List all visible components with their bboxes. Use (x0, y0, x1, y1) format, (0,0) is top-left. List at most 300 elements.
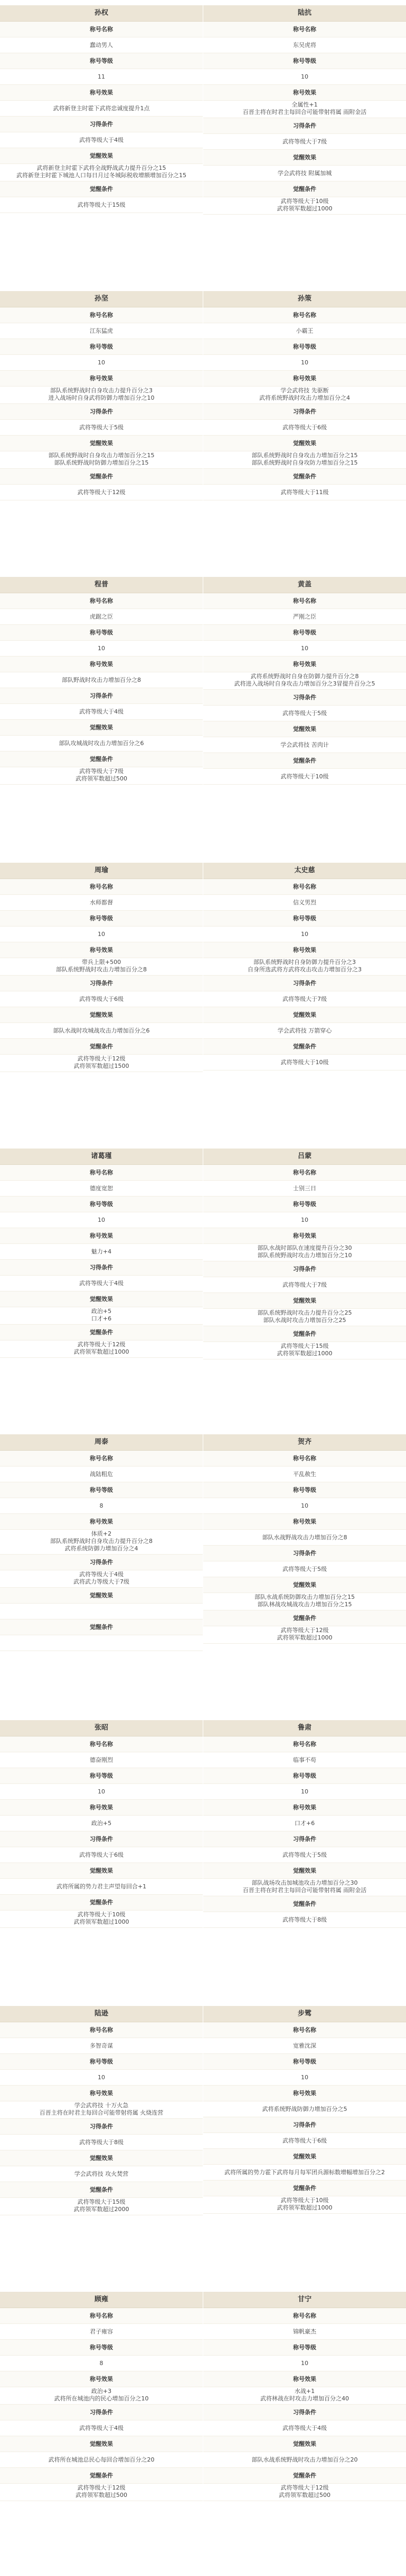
awaken-effect-label: 觉醒效果 (0, 1588, 203, 1604)
awaken-effect-label: 觉醒效果 (203, 1863, 406, 1879)
awaken-condition-value-line: 武将领军数超过1000 (277, 1634, 333, 1641)
awaken-effect-value-line: 部队林战攻城战攻击力增加百分之15 (257, 1601, 352, 1608)
condition-value: 武将等级大于6级 (0, 991, 203, 1007)
awaken-condition-value: 武将等级大于8级 (203, 1912, 406, 1928)
condition-value: 武将等级大于4级 (203, 2420, 406, 2436)
awaken-condition-value (0, 2198, 203, 2215)
title-value: 平乱赦生 (203, 1467, 406, 1482)
general-name: 张昭 (0, 1720, 203, 1736)
title-label: 称号名称 (203, 1451, 406, 1467)
awaken-condition-label: 觉醒条件 (203, 1610, 406, 1626)
awaken-effect-value-line: 政治+5 (91, 1308, 112, 1315)
title-label: 称号名称 (203, 879, 406, 895)
awaken-condition-value-line: 武将等级大于12级 (77, 1055, 126, 1062)
effect-value-line: 部队系统野战时攻击力增加百分之8 (56, 966, 147, 973)
level-label: 称号等级 (0, 2340, 203, 2356)
title-card (0, 577, 203, 785)
level-label: 称号等级 (203, 911, 406, 927)
effect-label: 称号效果 (0, 1514, 203, 1530)
awaken-condition-label: 觉醒条件 (0, 1619, 203, 1635)
title-label: 称号名称 (203, 1736, 406, 1752)
effect-value-line: 学会武将技 先驱断 (280, 387, 329, 394)
awaken-condition-value (203, 1342, 406, 1359)
condition-label: 习得条件 (203, 404, 406, 420)
awaken-condition-value (0, 1635, 203, 1651)
condition-value: 武将等级大于7级 (203, 134, 406, 150)
awaken-effect-label: 觉醒效果 (0, 720, 203, 736)
level-label: 称号等级 (0, 911, 203, 927)
effect-value-line: 部队系统野战时自身防御力提升百分之3 (253, 959, 356, 966)
effect-value-line: 带兵上限+500 (81, 959, 121, 966)
awaken-effect-value (0, 1604, 203, 1619)
general-name: 陆抗 (203, 5, 406, 22)
awaken-effect-value (0, 451, 203, 469)
effect-value-line: 武将所在城池内的民心增加百分之10 (54, 2395, 149, 2402)
awaken-effect-value-line: 部队系统野战时防御力增加百分之15 (54, 459, 149, 466)
awaken-effect-label: 觉醒效果 (0, 1863, 203, 1879)
condition-value: 武将等级大于6级 (0, 1847, 203, 1863)
condition-value-line: 武将等级大于4级 (79, 1571, 124, 1578)
title-card (203, 1149, 406, 1359)
effect-value-line: 武将林战在时攻击力增加百分之40 (260, 2395, 349, 2402)
awaken-condition-label: 觉醒条件 (0, 1325, 203, 1340)
general-name: 孙坚 (0, 291, 203, 307)
title-label: 称号名称 (0, 593, 203, 609)
title-value: 多智奇谋 (0, 2038, 203, 2054)
effect-label: 称号效果 (0, 2086, 203, 2101)
effect-value: 武将系统野战防御力增加百分之5 (203, 2101, 406, 2117)
level-value: 8 (0, 1498, 203, 1514)
awaken-effect-value-line: 部队系统野战时攻击力提升百分之25 (257, 1309, 352, 1316)
level-value: 8 (0, 2356, 203, 2371)
awaken-condition-label: 觉醒条件 (0, 1039, 203, 1055)
effect-label: 称号效果 (0, 1228, 203, 1244)
title-card (203, 1720, 406, 1928)
title-label: 称号名称 (0, 2308, 203, 2324)
awaken-effect-value: 学会武将技 万箭穿心 (203, 1023, 406, 1039)
general-name: 诸葛瑾 (0, 1149, 203, 1165)
level-label: 称号等级 (0, 53, 203, 69)
effect-value: 部队水战野战攻击力增加百分之8 (203, 1530, 406, 1546)
awaken-effect-value (203, 1879, 406, 1896)
awaken-condition-label: 觉醒条件 (203, 1039, 406, 1055)
awaken-effect-value-line: 口才+6 (91, 1315, 112, 1322)
awaken-condition-value-line: 武将领军数超过2000 (73, 2206, 129, 2213)
awaken-condition-label: 觉醒条件 (203, 753, 406, 769)
awaken-condition-value-line: 武将等级大于15级 (77, 2198, 126, 2205)
condition-label: 习得条件 (203, 2405, 406, 2420)
effect-value (203, 958, 406, 976)
awaken-effect-label: 觉醒效果 (203, 1577, 406, 1593)
awaken-effect-value-line: 部队系统野战时自身攻防力增加百分之15 (251, 459, 358, 466)
level-value: 10 (203, 2356, 406, 2371)
awaken-condition-value-line: 武将等级大于12级 (280, 2484, 329, 2491)
condition-value: 武将等级大于4级 (0, 2420, 203, 2436)
title-card (203, 577, 406, 785)
awaken-effect-label: 觉醒效果 (203, 721, 406, 737)
general-name: 甘宁 (203, 2292, 406, 2308)
effect-value-line: 武将系统防御力增加百分之4 (64, 1545, 138, 1552)
awaken-condition-value-line: 武将领军数超过500 (279, 2492, 331, 2498)
title-value: 宽雅沈深 (203, 2038, 406, 2054)
condition-label: 习得条件 (0, 1555, 203, 1570)
awaken-effect-value (203, 1309, 406, 1326)
condition-value: 武将等级大于4级 (0, 1276, 203, 1291)
awaken-effect-label: 觉醒效果 (203, 1007, 406, 1023)
level-label: 称号等级 (203, 2340, 406, 2356)
awaken-condition-value (0, 1055, 203, 1072)
effect-value (0, 387, 203, 404)
title-card (0, 2292, 203, 2501)
condition-label: 习得条件 (203, 976, 406, 991)
awaken-condition-value: 武将等级大于12级 (0, 485, 203, 500)
awaken-effect-value: 学会武将技 附属加城 (203, 166, 406, 181)
effect-value-line: 全属性+1 (291, 101, 318, 108)
condition-value: 武将等级大于6级 (203, 420, 406, 436)
condition-value: 武将等级大于5级 (0, 420, 203, 436)
awaken-condition-value (203, 1626, 406, 1644)
awaken-condition-value: 武将等级大于11级 (203, 485, 406, 500)
title-card (0, 1149, 203, 1358)
awaken-effect-value: 学会武将技 攻火焚营 (0, 2166, 203, 2182)
title-value: 锦帆豪杰 (203, 2324, 406, 2340)
general-name: 孙权 (0, 5, 203, 22)
awaken-effect-label: 觉醒效果 (203, 150, 406, 166)
awaken-effect-value-line: 部队战场攻击加城池攻击力增加百分之30 (251, 1879, 358, 1886)
level-value: 10 (203, 641, 406, 657)
awaken-effect-label: 觉醒效果 (203, 1293, 406, 1309)
effect-value (0, 958, 203, 976)
awaken-condition-value-line: 武将等级大于12级 (77, 2484, 126, 2491)
awaken-condition-label: 觉醒条件 (203, 181, 406, 197)
awaken-effect-value: 部队攻城战时攻击力增加百分之6 (0, 736, 203, 751)
effect-value-line: 百晋主将在时君主每回合可能带射将属 雨附金活 (242, 109, 367, 115)
effect-value (203, 2387, 406, 2405)
awaken-effect-value: 武将所在城池总民心每回合增加百分之20 (0, 2452, 203, 2468)
effect-value-line: 百晋主将在时君主每回合可能带射将属 火烧连营 (39, 2109, 164, 2116)
condition-value: 武将等级大于5级 (203, 1561, 406, 1577)
awaken-condition-value-line: 武将领军数超过500 (75, 775, 127, 782)
condition-label: 习得条件 (203, 690, 406, 706)
condition-value: 武将等级大于5级 (203, 1847, 406, 1863)
title-label: 称号名称 (203, 307, 406, 323)
awaken-condition-label: 觉醒条件 (0, 181, 203, 197)
awaken-effect-value-line: 百晋主将在时君主每回合可能带射将属 雨附金活 (242, 1887, 367, 1894)
effect-label: 称号效果 (203, 2371, 406, 2387)
awaken-effect-label: 觉醒效果 (0, 1291, 203, 1307)
effect-value-line: 武将进入战场时自身攻击力增加百分之3冒提升百分之5 (234, 680, 375, 687)
effect-label: 称号效果 (0, 2371, 203, 2387)
awaken-effect-label: 觉醒效果 (203, 2149, 406, 2165)
condition-value: 武将等级大于4级 (0, 704, 203, 720)
level-label: 称号等级 (0, 1768, 203, 1784)
effect-value: 政治+5 (0, 1816, 203, 1831)
awaken-condition-label: 觉醒条件 (0, 2468, 203, 2484)
level-value: 10 (203, 1784, 406, 1800)
condition-label: 习得条件 (0, 404, 203, 420)
awaken-condition-value (0, 1911, 203, 1928)
level-label: 称号等级 (203, 1768, 406, 1784)
awaken-condition-value (203, 2196, 406, 2214)
effect-label: 称号效果 (203, 1228, 406, 1244)
awaken-condition-value-line: 武将领军数超过1500 (73, 1063, 129, 1069)
effect-label: 称号效果 (203, 2086, 406, 2101)
level-value: 11 (0, 69, 203, 85)
title-value: 临事不苟 (203, 1752, 406, 1768)
level-value: 10 (0, 2070, 203, 2086)
title-card (203, 5, 406, 215)
condition-label: 习得条件 (0, 688, 203, 704)
condition-value: 武将等级大于7级 (203, 991, 406, 1007)
title-label: 称号名称 (203, 2308, 406, 2324)
general-name: 顾雍 (0, 2292, 203, 2308)
title-card (0, 5, 203, 213)
awaken-condition-value-line: 武将领军数超过1000 (73, 1918, 129, 1925)
title-label: 称号名称 (0, 2022, 203, 2038)
title-card (203, 2006, 406, 2214)
title-label: 称号名称 (0, 879, 203, 895)
title-value: 战陆粗危 (0, 1467, 203, 1482)
level-value: 10 (203, 1212, 406, 1228)
title-value: 严刚之臣 (203, 609, 406, 625)
title-card (203, 863, 406, 1070)
effect-value-line: 水战+1 (294, 2388, 315, 2395)
effect-value-line: 部队系统野战时攻击力增加百分之10 (257, 1252, 352, 1259)
title-label: 称号名称 (203, 22, 406, 37)
title-card (0, 2006, 203, 2215)
awaken-effect-value: 武将所属的势力霍下武将每月每军团兵源标数增幅增加百分之2 (203, 2165, 406, 2181)
general-name: 程普 (0, 577, 203, 593)
general-name: 鲁肃 (203, 1720, 406, 1736)
title-card (203, 2292, 406, 2501)
level-value: 10 (203, 1498, 406, 1514)
title-value: 君子雍容 (0, 2324, 203, 2340)
title-label: 称号名称 (0, 1451, 203, 1467)
awaken-condition-value-line: 武将等级大于10级 (280, 2197, 329, 2204)
effect-label: 称号效果 (203, 371, 406, 387)
awaken-condition-label: 觉醒条件 (203, 1896, 406, 1912)
awaken-condition-label: 觉醒条件 (0, 1895, 203, 1911)
general-name: 陆逊 (0, 2006, 203, 2022)
title-card (0, 1434, 203, 1651)
effect-value-line: 部队水战时部队在速度提升百分之30 (257, 1244, 352, 1251)
awaken-condition-label: 觉醒条件 (0, 751, 203, 767)
effect-label: 称号效果 (203, 657, 406, 672)
condition-label: 习得条件 (203, 1831, 406, 1847)
awaken-condition-value-line: 武将等级大于10级 (280, 198, 329, 205)
awaken-condition-value (0, 767, 203, 785)
effect-value-line: 进入战场时自身武将防御力增加百分之10 (48, 394, 155, 401)
awaken-effect-value (203, 451, 406, 469)
awaken-condition-value (0, 2484, 203, 2501)
condition-value: 武将等级大于4级 (0, 132, 203, 148)
title-value: 德度宽恕 (0, 1181, 203, 1197)
effect-value (203, 101, 406, 118)
awaken-condition-label: 觉醒条件 (0, 469, 203, 485)
effect-value: 魅力+4 (0, 1244, 203, 1260)
awaken-effect-value: 武将所属的势力君主声望每回合+1 (0, 1879, 203, 1895)
awaken-condition-value-line: 武将领军数超过1000 (277, 205, 333, 212)
awaken-effect-label: 觉醒效果 (0, 2150, 203, 2166)
awaken-condition-value (203, 2484, 406, 2501)
level-value: 10 (203, 927, 406, 942)
awaken-effect-value-line: 武将新登主时霍下城池人口每日月过冬城际税收增额增加百分之15 (16, 172, 186, 179)
title-value: 小霸王 (203, 323, 406, 339)
awaken-condition-value-line: 武将领军数超过1000 (277, 1350, 333, 1357)
general-name: 贺齐 (203, 1434, 406, 1451)
level-value: 10 (203, 355, 406, 371)
title-label: 称号名称 (0, 1165, 203, 1181)
title-label: 称号名称 (203, 593, 406, 609)
effect-label: 称号效果 (0, 942, 203, 958)
awaken-effect-label: 觉醒效果 (0, 1007, 203, 1023)
condition-label: 习得条件 (0, 2405, 203, 2420)
effect-value (0, 2101, 203, 2119)
effect-value-line: 武将系统野战时攻击力增加百分之4 (259, 394, 350, 401)
awaken-condition-value-line: 武将领军数超过500 (75, 2492, 127, 2498)
condition-value-line: 武将武力等级大于7级 (73, 1578, 129, 1585)
effect-label: 称号效果 (203, 942, 406, 958)
effect-label: 称号效果 (203, 85, 406, 101)
awaken-condition-value-line: 武将等级大于7级 (79, 768, 124, 775)
effect-value (0, 2387, 203, 2405)
effect-label: 称号效果 (203, 1514, 406, 1530)
level-value: 10 (0, 1784, 203, 1800)
awaken-condition-value (0, 1340, 203, 1358)
condition-label: 习得条件 (0, 2119, 203, 2135)
level-label: 称号等级 (203, 2054, 406, 2070)
level-value: 10 (0, 641, 203, 657)
awaken-condition-label: 觉醒条件 (0, 2182, 203, 2198)
level-label: 称号等级 (0, 1482, 203, 1498)
effect-label: 称号效果 (203, 1800, 406, 1816)
level-label: 称号等级 (0, 625, 203, 641)
condition-label: 习得条件 (203, 1261, 406, 1277)
title-card (203, 291, 406, 500)
title-label: 称号名称 (203, 2022, 406, 2038)
title-label: 称号名称 (0, 1736, 203, 1752)
awaken-condition-value-line: 武将领军数超过1000 (277, 2204, 333, 2211)
awaken-effect-value (203, 1593, 406, 1610)
effect-value: 部队野战时攻击力增加百分之8 (0, 672, 203, 688)
title-card (0, 291, 203, 500)
effect-value-line: 学会武将技 十万火急 (74, 2102, 129, 2109)
effect-label: 称号效果 (0, 85, 203, 101)
awaken-effect-label: 觉醒效果 (203, 2436, 406, 2452)
general-name: 太史慈 (203, 863, 406, 879)
title-value: 德奋刚烈 (0, 1752, 203, 1768)
awaken-effect-value-line: 部队水战时攻击力增加百分之25 (263, 1317, 346, 1324)
general-name: 周瑜 (0, 863, 203, 879)
title-card (0, 1720, 203, 1928)
awaken-effect-label: 觉醒效果 (0, 2436, 203, 2452)
level-value: 10 (203, 69, 406, 85)
general-name: 孙策 (203, 291, 406, 307)
title-card (203, 1434, 406, 1644)
level-label: 称号等级 (203, 1482, 406, 1498)
condition-value: 武将等级大于5级 (203, 706, 406, 721)
level-label: 称号等级 (203, 1197, 406, 1212)
condition-value: 武将等级大于8级 (0, 2135, 203, 2150)
awaken-effect-label: 觉醒效果 (203, 436, 406, 451)
title-value: 信义男烈 (203, 895, 406, 911)
condition-label: 习得条件 (203, 1546, 406, 1561)
awaken-effect-value-line: 部队水战系统防御攻击力增加百分之15 (254, 1594, 355, 1600)
awaken-effect-value: 学会武将技 苦肉计 (203, 737, 406, 753)
condition-value: 武将等级大于6级 (203, 2133, 406, 2149)
effect-value (203, 387, 406, 404)
condition-label: 习得条件 (0, 117, 203, 132)
title-value: 蠢动男人 (0, 37, 203, 53)
title-card (0, 863, 203, 1072)
awaken-condition-label: 觉醒条件 (203, 2181, 406, 2196)
effect-value (203, 672, 406, 690)
condition-label: 习得条件 (0, 976, 203, 991)
level-value: 10 (0, 1212, 203, 1228)
level-value: 10 (203, 2070, 406, 2086)
effect-label: 称号效果 (0, 371, 203, 387)
awaken-condition-value: 武将等级大于10级 (203, 769, 406, 785)
general-name: 吕蒙 (203, 1149, 406, 1165)
awaken-effect-label: 觉醒效果 (0, 148, 203, 164)
awaken-condition-value-line: 武将等级大于15级 (280, 1343, 329, 1349)
awaken-effect-value: 部队水战时攻城战攻击力增加百分之6 (0, 1023, 203, 1039)
awaken-effect-value (0, 1307, 203, 1325)
general-name: 黄盖 (203, 577, 406, 593)
title-value: 水师都督 (0, 895, 203, 911)
awaken-effect-value-line: 部队系统野战时自身攻击力增加百分之15 (48, 452, 155, 459)
title-label: 称号名称 (0, 22, 203, 37)
level-label: 称号等级 (203, 625, 406, 641)
awaken-condition-value (203, 197, 406, 215)
effect-value-line: 部队系统野战时自身攻击力提升百分之3 (50, 387, 153, 394)
condition-value (0, 1570, 203, 1588)
awaken-condition-label: 觉醒条件 (203, 1326, 406, 1342)
condition-label: 习得条件 (203, 2117, 406, 2133)
level-label: 称号等级 (203, 53, 406, 69)
effect-value-line: 自身所选武将方武将攻击攻击力增加百分之3 (248, 966, 362, 973)
effect-value-line: 体质+2 (91, 1530, 112, 1537)
effect-value-line: 政治+3 (91, 2388, 112, 2395)
level-label: 称号等级 (0, 2054, 203, 2070)
level-label: 称号等级 (0, 1197, 203, 1212)
title-label: 称号名称 (203, 1165, 406, 1181)
awaken-effect-label: 觉醒效果 (0, 436, 203, 451)
level-label: 称号等级 (203, 339, 406, 355)
title-label: 称号名称 (0, 307, 203, 323)
awaken-effect-value (0, 164, 203, 181)
awaken-condition-value-line: 武将领军数超过1000 (73, 1348, 129, 1355)
level-value: 10 (0, 355, 203, 371)
effect-label: 称号效果 (0, 657, 203, 672)
awaken-effect-value-line: 武将新登主时霍下武将全战野战武力提升百分之15 (36, 165, 166, 171)
awaken-condition-value-line: 武将等级大于12级 (280, 1627, 329, 1634)
title-value: 东吴虎将 (203, 37, 406, 53)
title-value: 士别三日 (203, 1181, 406, 1197)
condition-label: 习得条件 (203, 118, 406, 134)
awaken-condition-value-line: 武将等级大于10级 (77, 1911, 126, 1918)
effect-value (0, 1530, 203, 1555)
awaken-condition-label: 觉醒条件 (203, 2468, 406, 2484)
effect-value: 武将新登主时霍下武将忠诚度提升1点 (0, 101, 203, 117)
condition-label: 习得条件 (0, 1831, 203, 1847)
awaken-effect-value: 部队水战系统野战时攻击力增加百分之20 (203, 2452, 406, 2468)
awaken-condition-value: 武将等级大于15级 (0, 197, 203, 213)
awaken-condition-value-line: 武将等级大于12级 (77, 1341, 126, 1348)
title-value: 江东猛虎 (0, 323, 203, 339)
awaken-effect-value-line: 部队系统野战时自身攻击力增加百分之15 (251, 452, 358, 459)
effect-value-line: 部队系统野战时自身攻击力提升百分之8 (50, 1538, 153, 1545)
